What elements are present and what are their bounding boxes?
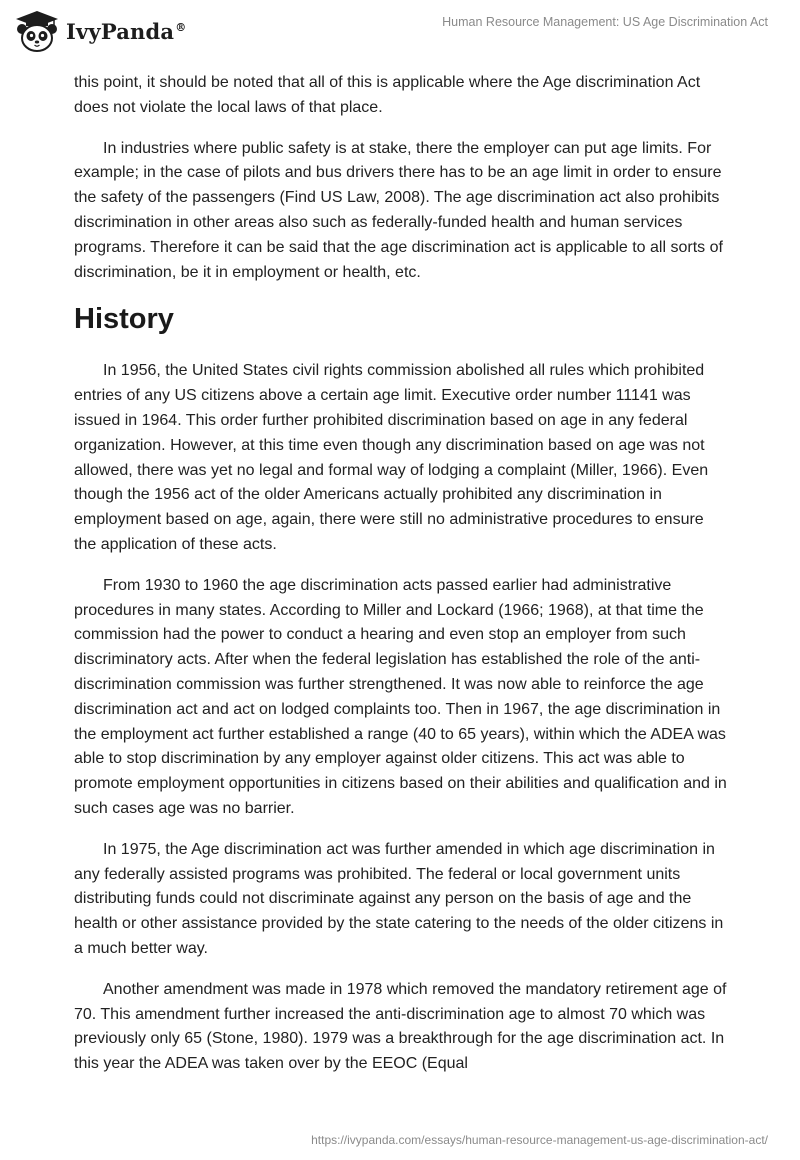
page-header bbox=[0, 0, 800, 60]
document-title: Human Resource Management: US Age Discrimination Act bbox=[442, 15, 768, 29]
paragraph-history-1978: Another amendment was made in 1978 which removed the mandatory retirement age of 70. This amendment further increased the anti-discrimination age to almost 70 which was previously only 65 (Stone, 1980). 1979 was a breakthrough for the age discrimination act. In this year the ADEA was taken over by the EEOC (Equal bbox=[74, 980, 727, 1073]
essay-content bbox=[74, 71, 730, 1093]
paragraph-history-1956: In 1956, the United States civil rights commission abolished all rules which prohibited entries of any US citizens above a certain age limit. Executive order number 11141 was issued in 1964. This order further prohibited discrimination based on age in any federal organization. However, at this time even though any discrimination based on age was not allowed, there was yet no legal and formal way of lodging a complaint (Miller, 1966). Even though the 1956 act of the older Americans actually prohibited any discrimination in employment based on age, again, there were still no administrative procedures to ensure the application of these acts. bbox=[74, 362, 709, 553]
paragraph-history-1930-1960: From 1930 to 1960 the age discrimination acts passed earlier had administrative procedures in many states. According to Miller and Lockard (1966; 1968), at that time the commission had the power to conduct a hearing and even stop an employer from such discriminatory acts. After when the federal legislation has established the role of the anti-discrimination commission was further strengthened. It was now able to reinforce the age discrimination act and act on lodged complaints too. Then in 1967, the age discrimination in the employment act further established a range (40 to 65 years), within which the ADEA was able to stop discrimination by any employer against older citizens. This act was able to promote employment opportunities in citizens based on their abilities and qualification and in such cases age was no barrier. bbox=[74, 576, 727, 817]
registered-mark: ® bbox=[175, 20, 187, 34]
ivypanda-logo[interactable] bbox=[14, 8, 186, 54]
logo-wordmark: IvyPanda® bbox=[66, 18, 187, 44]
panda-mascot-icon bbox=[14, 9, 60, 53]
paragraph-public-safety: In industries where public safety is at stake, there the employer can put age limits. For example; in the case of pilots and bus drivers there has to be an age limit in order to ensure the safety of the passengers (Find US Law, 2008). The age discrimination act also prohibits discrimination in other areas also such as federally-funded health and human services programs. Therefore it can be said that the age discrimination act is applicable to all sorts of discrimination, be it in employment or health, etc. bbox=[74, 139, 723, 281]
source-url[interactable]: https://ivypanda.com/essays/human-resource-management-us-age-discrimination-act/ bbox=[311, 1133, 768, 1147]
paragraph-history-1975: In 1975, the Age discrimination act was further amended in which age discrimination in any federally assisted programs was prohibited. The federal or local government units distributing funds could not discriminate against any person on the basis of age and the health or other assistance provided by the state catering to the needs of the older citizens in a much better way. bbox=[74, 840, 724, 957]
paragraph-continued: this point, it should be noted that all of this is applicable where the Age discrimination Act does not violate the local laws of that place. bbox=[74, 74, 701, 116]
section-heading-history: History bbox=[74, 303, 174, 336]
